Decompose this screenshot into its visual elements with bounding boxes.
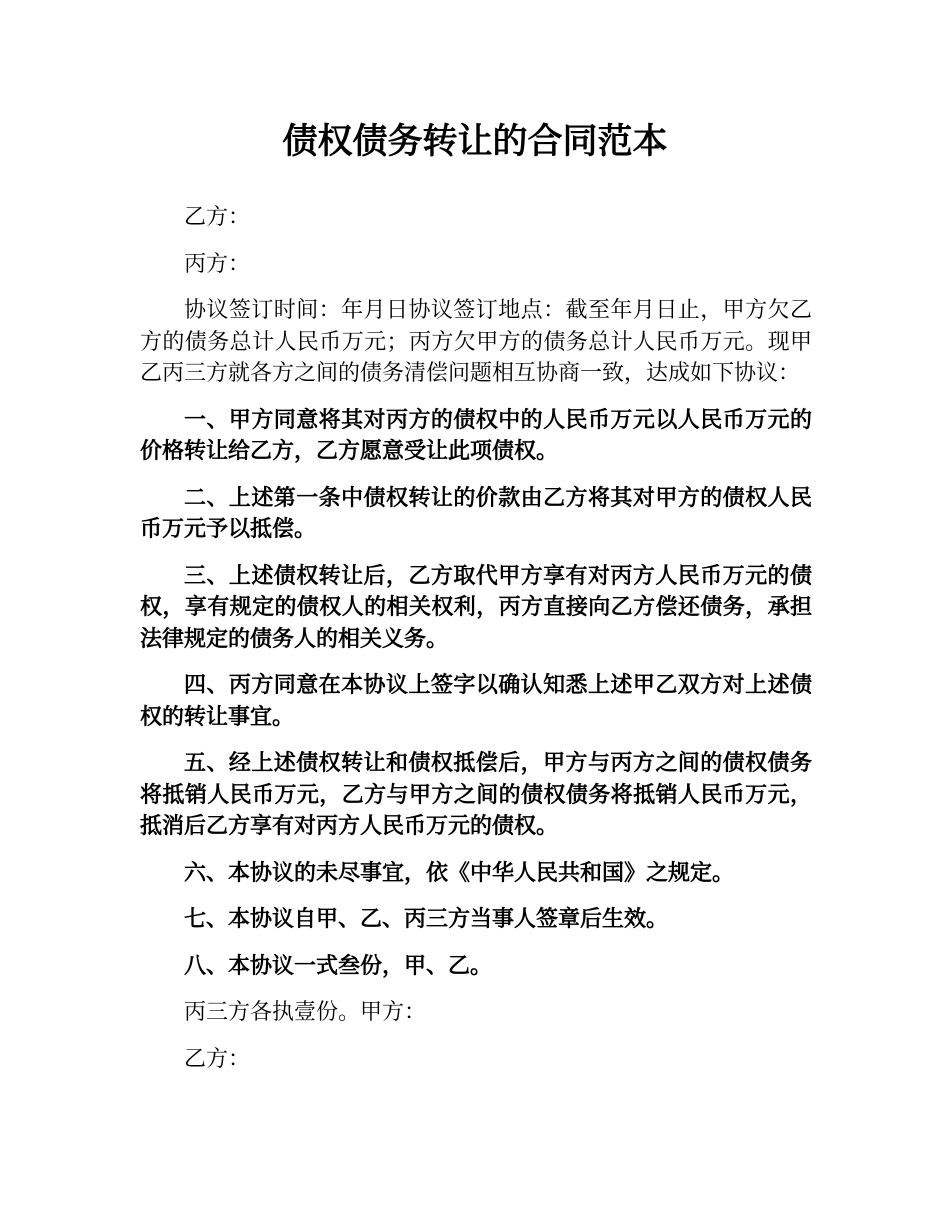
clause-2: 二、上述第一条中债权转让的价款由乙方将其对甲方的债权人民币万元予以抵偿。 (140, 485, 812, 542)
document-body (140, 202, 812, 1090)
agreement-preamble: 协议签订时间：年月日协议签订地点：截至年月日止，甲方欠乙方的债务总计人民币万元；丙方欠甲方的债务总计人民币万元。现甲乙丙三方就各方之间的债务清偿问题相互协商一致，达成如下协议： (140, 298, 812, 386)
signature-party-b: 乙方： (184, 1046, 251, 1072)
clause-7: 七、本协议自甲、乙、丙三方当事人签章后生效。 (184, 907, 669, 932)
clause-3: 三、上述债权转让后，乙方取代甲方享有对丙方人民币万元的债权，享有规定的债权人的相关权利，丙方直接向乙方偿还债务，承担法律规定的债务人的相关义务。 (140, 563, 812, 652)
clause-1: 一、甲方同意将其对丙方的债权中的人民币万元以人民币万元的价格转让给乙方，乙方愿意受让此项债权。 (140, 407, 812, 464)
party-c-line: 丙方： (184, 251, 251, 277)
clause-5: 五、经上述债权转让和债权抵偿后，甲方与丙方之间的债权债务将抵销人民币万元，乙方与甲方之间的债权债务将抵销人民币万元，抵消后乙方享有对丙方人民币万元的债权。 (140, 751, 812, 839)
clause-6: 六、本协议的未尽事宜，依《中华人民共和国》之规定。 (184, 860, 735, 886)
clause-8: 八、本协议一式叁份，甲、乙。 (184, 953, 493, 979)
clause-4: 四、丙方同意在本协议上签字以确认知悉上述甲乙双方对上述债权的转让事宜。 (140, 673, 812, 730)
document-title: 债权债务转让的合同范本 (282, 122, 668, 162)
party-b-line: 乙方： (184, 205, 251, 230)
signature-party-a: 丙三方各执壹份。甲方： (184, 1000, 427, 1025)
